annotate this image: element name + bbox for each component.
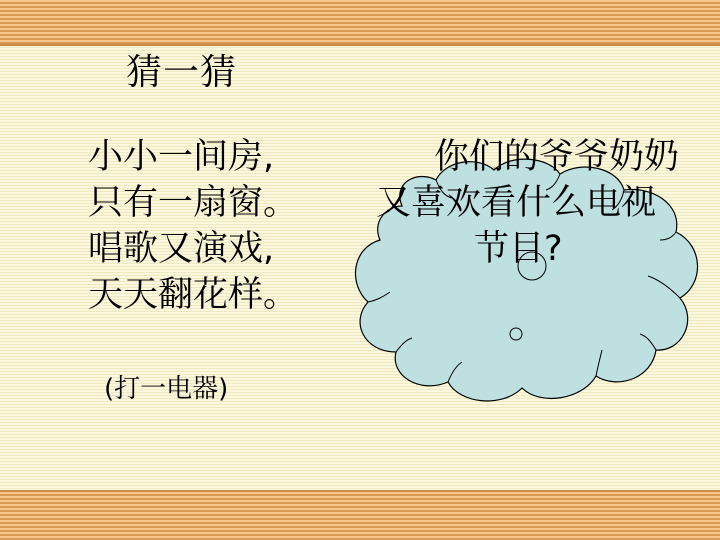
thought-bubble-small — [510, 328, 522, 340]
riddle-line: 小小一间房, — [88, 137, 275, 177]
riddle-line: 唱歌又演戏, — [88, 229, 275, 269]
question-text — [372, 134, 720, 272]
question-line: 节目? — [474, 229, 563, 269]
question-line: 你们的爷爷奶奶 — [434, 137, 680, 177]
question-line: 又喜欢看什么电视 — [376, 183, 657, 223]
riddle-hint: (打一电器) — [104, 374, 229, 404]
riddle-line: 天天翻花样。 — [88, 275, 299, 315]
slide-title: 猜一猜 — [126, 52, 238, 93]
riddle-line: 只有一扇窗。 — [88, 183, 299, 223]
